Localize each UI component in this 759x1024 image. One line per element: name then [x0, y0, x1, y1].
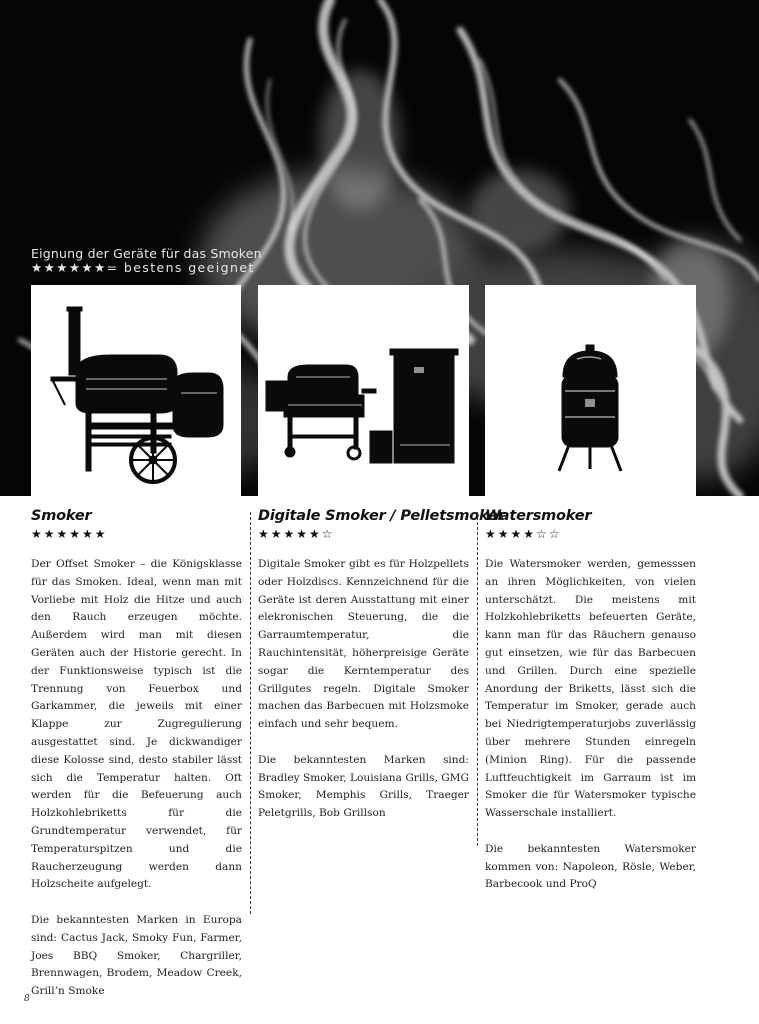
pellet-smoker-image [258, 285, 469, 496]
column-digital-smoker [258, 508, 505, 823]
paragraph: Der Offset Smoker – die Königsklasse für das Smoken. Ideal, wenn man mit Vorliebe mit Holz die Hitze und auch den Rauch erzeugen möchte. Außerdem wird man mit diesen Geräten auch der Historie gerecht. In der Funktionsweise typisch ist die Trennung von Feuerbox und Garkammer, die jeweils mit einer Klappe zur Zugregulierung ausgestattet sind. Je dickwandiger diese Kolosse sind, desto stabiler lässt sich die Temperatur halten. Oft werden für die Befeuerung auch Holzkohlebriketts für die Grundtemperatur verwendet, für Temperaturspitzen und die Raucherzeugung werden dann Holzscheite aufgelegt. [31, 558, 242, 891]
column-title: Smoker [31, 508, 92, 524]
rating-stars: ★★★★☆☆ [485, 527, 562, 541]
column-watersmoker [485, 508, 696, 894]
column-divider [477, 512, 478, 846]
offset-smoker-image [31, 285, 241, 496]
column-body [31, 556, 242, 1001]
suitability-legend-title: Eignung der Geräte für das Smoken [31, 246, 262, 261]
paragraph: Digitale Smoker gibt es für Holzpellets oder Holzdiscs. Kennzeichnend für die Geräte ist deren Ausstattung mit einer elekronischen Steuerung, die die Garraumtemperatur, die Rauchintensität, höherpreisige Geräte sogar die Kerntemperatur des Grillgutes regeln. Digitale Smoker machen das Barbecuen mit Holzsmoke einfach und sehr bequem. [258, 558, 469, 731]
column-divider [250, 512, 251, 914]
paragraph: Die Watersmoker werden, gemesssen an ihren Möglichkeiten, von vielen unterschätzt. Die meistens mit Holzkohlebriketts befeuerten Geräte, kann man für das Räuchern genauso gut einsetzen, wie für das Barbecuen und Grillen. Durch eine spezielle Anordung der Briketts, lässt sich die Temperatur im Smoker, gerade auch bei Niedrigtemperaturjobs zuverlässig über mehrere Stunden einregeln (Minion Ring). Für die passende Luftfeuchtigkeit im Garraum ist im Smoker die für Watersmoker typische Wasserschale installiert. [485, 558, 696, 820]
suitability-legend-scale: ★★★★★★= bestens geeignet [31, 260, 255, 275]
rating-stars: ★★★★★★ [31, 527, 108, 541]
column-body [258, 556, 469, 823]
paragraph-brands: Die bekanntesten Watersmoker kommen von: Napoleon, Rösle, Weber, Barbecook und ProQ [485, 842, 696, 891]
column-title: Watersmoker [485, 508, 592, 524]
paragraph-brands: Die bekanntesten Marken in Europa sind: Cactus Jack, Smoky Fun, Farmer, Joes BBQ Smoker, Chargriller, Brennwagen, Brodem, Meadow Creek, Grill’n Smoke [31, 913, 242, 998]
rating-stars: ★★★★★☆ [258, 527, 335, 541]
column-title: Digitale Smoker / Pelletsmoker [258, 508, 505, 524]
water-smoker-image [485, 285, 696, 496]
paragraph-brands: Die bekanntesten Marken sind: Bradley Smoker, Louisiana Grills, GMG Smoker, Memphis Grills, Traeger Peletgrills, Bob Grillson [258, 753, 469, 820]
column-smoker [31, 508, 242, 1001]
page-number: 8 [24, 994, 30, 1004]
column-body [485, 556, 696, 894]
